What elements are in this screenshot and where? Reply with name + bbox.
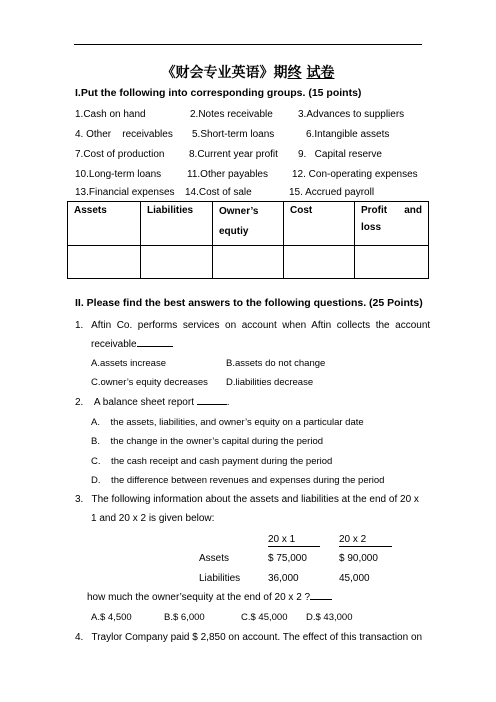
col-assets: Assets	[68, 202, 141, 246]
q3-option-c: C.$ 45,000	[241, 612, 288, 623]
q3-line2: 1 and 20 x 2 is given below:	[91, 513, 215, 524]
q3-option-b: B.$ 6,000	[164, 612, 205, 623]
q2-answer-blank	[197, 404, 227, 405]
item-3: 3.Advances to suppliers	[298, 109, 405, 120]
col-liabilities: Liabilities	[141, 202, 213, 246]
q3-row2-v2: 45,000	[339, 573, 370, 584]
col-owners-equity	[213, 202, 284, 246]
q1-line1: 1. Aftin Co. performs services on account when Aftin collects the account	[75, 320, 431, 331]
profit-word: Profit	[361, 205, 388, 216]
q3-row1-label: Assets	[199, 553, 230, 564]
table-answer-row	[68, 246, 429, 279]
answer-cell-liabilities[interactable]	[141, 246, 213, 279]
owner-line2: equtiy	[219, 226, 249, 237]
item-4: 4. Other receivables	[75, 129, 173, 140]
grouping-table	[67, 201, 429, 279]
col-cost: Cost	[284, 202, 355, 246]
page-title: 《财会专业英语》期终 试卷	[161, 65, 335, 81]
q1-option-b: B.assets do not change	[226, 358, 326, 369]
q2-option-b: B. the change in the owner’s capital during the period	[91, 436, 324, 447]
q3-option-d: D.$ 43,000	[306, 612, 353, 623]
q1-line2: receivable	[91, 338, 173, 351]
item-8: 8.Current year profit	[189, 149, 278, 160]
item-1: 1.Cash on hand	[75, 109, 146, 120]
q2-stem: 2. A balance sheet report .	[75, 397, 230, 408]
q3-answer-blank	[310, 599, 332, 600]
q3-row2-v1: 36,000	[268, 573, 299, 584]
item-7: 7.Cost of production	[75, 149, 165, 160]
q3-row2-label: Liabilities	[199, 573, 241, 584]
item-2: 2.Notes receivable	[190, 109, 273, 120]
q3-row1-v2: $ 90,000	[339, 553, 378, 564]
owner-line1: Owner’s	[219, 206, 259, 217]
answer-cell-assets[interactable]	[68, 246, 141, 279]
q2-option-d: D. the difference between revenues and expenses during the period	[91, 475, 385, 486]
q1-answer-blank	[137, 346, 173, 347]
item-12: 12. Con-operating expenses	[292, 169, 418, 180]
q2-option-a: A. the assets, liabilities, and owner’s equity on a particular date	[91, 417, 364, 428]
q1-option-d: D.liabilities decrease	[226, 377, 314, 388]
header-rule	[74, 44, 422, 45]
table-header-row	[68, 202, 429, 246]
part1-heading: I.Put the following into corresponding groups. (15 points)	[75, 87, 362, 99]
col-profit-and-loss	[355, 202, 429, 246]
q1-option-c: C.owner’s equity decreases	[91, 377, 208, 388]
and-word: and	[404, 205, 422, 216]
item-9: 9. Capital reserve	[298, 149, 382, 160]
answer-cell-owners-equity[interactable]	[213, 246, 284, 279]
q3-question: how much the owner’sequity at the end of 20 x 2 ?	[87, 591, 332, 604]
q3-row1-v1: $ 75,000	[268, 553, 307, 564]
answer-cell-cost[interactable]	[284, 246, 355, 279]
q3-col2-header: 20 x 2	[339, 533, 392, 547]
q3-line1: 3. The following information about the assets and liabilities at the end of 20 x	[75, 494, 419, 505]
answer-cell-profit-and-loss[interactable]	[355, 246, 429, 279]
loss-word: loss	[361, 222, 382, 233]
item-11: 11.Other payables	[187, 169, 268, 180]
item-10: 10.Long-term loans	[75, 169, 162, 180]
part2-heading: II. Please find the best answers to the following questions. (25 Points)	[75, 297, 423, 309]
item-15: 15. Accrued payroll	[289, 187, 375, 198]
q3-col1-header: 20 x 1	[268, 533, 320, 547]
q4-line1: 4. Traylor Company paid $ 2,850 on account. The effect of this transaction on	[75, 632, 423, 643]
item-5: 5.Short-term loans	[192, 129, 275, 140]
q1-option-a: A.assets increase	[91, 358, 166, 369]
item-14: 14.Cost of sale	[185, 187, 252, 198]
q2-option-c: C. the cash receipt and cash payment during the period	[91, 456, 333, 467]
item-13: 13.Financial expenses	[75, 187, 175, 198]
item-6: 6.Intangible assets	[306, 129, 390, 140]
q3-option-a: A.$ 4,500	[91, 612, 132, 623]
